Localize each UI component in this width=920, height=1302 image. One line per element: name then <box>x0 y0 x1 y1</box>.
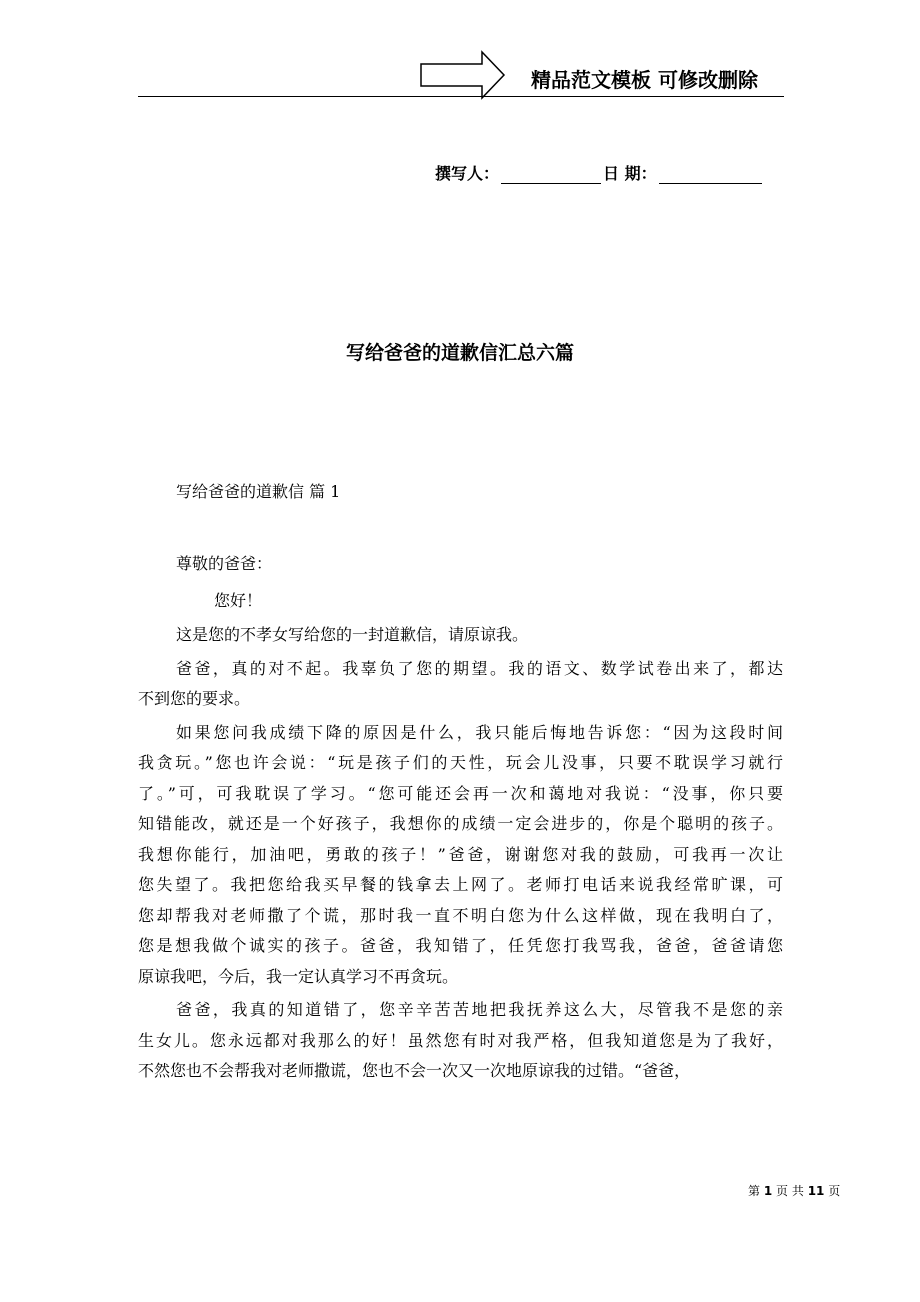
paragraph-line: 原谅我吧，今后，我一定认真学习不再贪玩。 <box>138 966 459 986</box>
paragraph-line: 我贪玩。”您也许会说：“玩是孩子们的天性，玩会儿没事，只要不耽误学习就行 <box>138 753 783 772</box>
header-title: 精品范文模板 可修改删除 <box>531 68 758 92</box>
body-paragraph <box>138 995 783 1087</box>
paragraph-line: 如果您问我成绩下降的原因是什么，我只能后悔地告诉您：“因为这段时间 <box>176 722 783 742</box>
paragraph-line: 这是您的不孝女写给您的一封道歉信，请原谅我。 <box>176 625 529 644</box>
total-pages: 11 <box>807 1184 825 1198</box>
paragraph-line: 您失望了。我把您给我买早餐的钱拿去上网了。老师打电话来说我经常旷课，可 <box>138 875 783 894</box>
page-footer: 第 1 页 共 11 页 <box>748 1184 841 1198</box>
document-title: 写给爸爸的道歉信汇总六篇 <box>345 342 574 364</box>
paragraph-line: 知错能改，就还是一个好孩子，我想你的成绩一定会进步的，你是个聪明的孩子。 <box>138 814 783 833</box>
section-heading: 写给爸爸的道歉信 篇 1 <box>176 482 341 501</box>
author-label: 撰写人： <box>435 164 500 183</box>
paragraph-line: 不然您也不会帮我对老师撒谎，您也不会一次又一次地原谅我的过错。“爸爸， <box>138 1061 691 1080</box>
paragraph-line: 您却帮我对老师撒了个谎，那时我一直不明白您为什么这样做，现在我明白了， <box>138 905 783 925</box>
header-divider <box>138 96 784 97</box>
paragraph-line: 爸爸，我真的知道错了，您辛辛苦苦地把我抚养这么大，尽管我不是您的亲 <box>176 1000 783 1019</box>
paragraph-line: 了。”可，可我耽误了学习。“您可能还会再一次和蔼地对我说：“没事，你只要 <box>138 783 783 803</box>
body-paragraphs <box>138 620 783 1090</box>
current-page: 1 <box>763 1184 773 1198</box>
paragraph-line: 您是想我做个诚实的孩子。爸爸，我知错了，任凭您打我骂我，爸爸，爸爸请您 <box>138 936 783 955</box>
body-paragraph <box>138 654 783 715</box>
paragraph-line: 生女儿。您永远都对我那么的好！虽然您有时对我严格，但我知道您是为了我好， <box>138 1030 783 1050</box>
author-date-line <box>435 160 764 184</box>
body-paragraph <box>138 620 783 651</box>
arrow-icon <box>420 50 506 100</box>
author-blank <box>501 165 601 184</box>
date-blank <box>659 165 762 184</box>
paragraph-line: 不到您的要求。 <box>138 689 251 708</box>
salutation: 尊敬的爸爸： <box>176 554 273 573</box>
date-label: 日 期： <box>603 164 657 183</box>
paragraph-line: 我想你能行，加油吧，勇敢的孩子！”爸爸，谢谢您对我的鼓励，可我再一次让 <box>138 844 783 864</box>
paragraph-line: 爸爸，真的对不起。我辜负了您的期望。我的语文、数学试卷出来了，都达 <box>176 658 783 678</box>
body-paragraph <box>138 718 783 993</box>
greeting: 您好！ <box>214 591 263 610</box>
